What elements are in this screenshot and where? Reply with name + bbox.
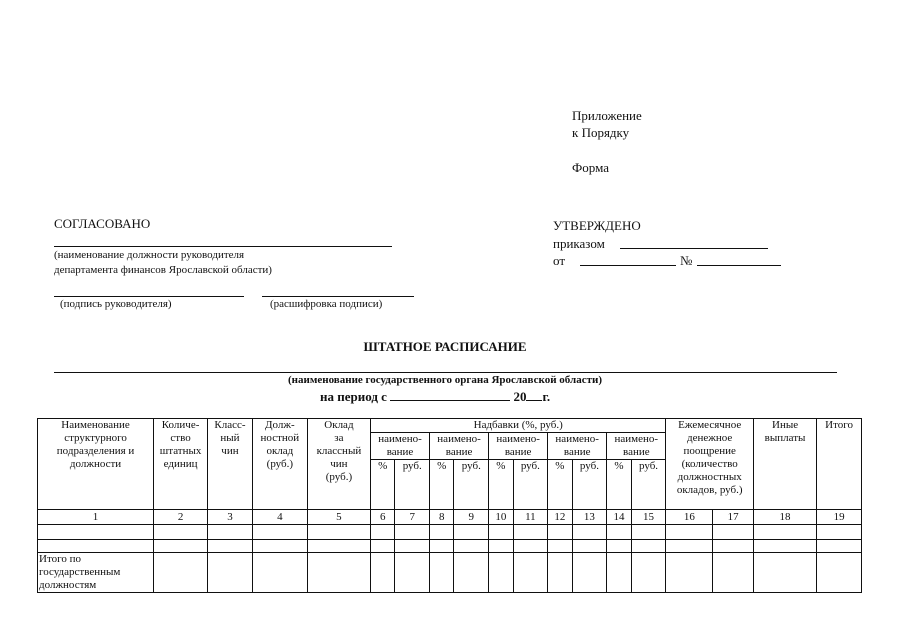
approved-title: УТВЕРЖДЕНО bbox=[553, 218, 641, 233]
appendix-line-1: Приложение bbox=[572, 108, 642, 123]
col-num: 19 bbox=[817, 510, 862, 525]
total-row bbox=[38, 553, 862, 593]
col-num: 11 bbox=[513, 510, 548, 525]
form-label: Форма bbox=[572, 160, 609, 175]
col-num: 12 bbox=[548, 510, 572, 525]
allowance-percent-1: % bbox=[370, 460, 394, 510]
table-row bbox=[38, 525, 862, 540]
allowance-rub-1: руб. bbox=[395, 460, 430, 510]
col-num: 13 bbox=[572, 510, 607, 525]
col-num: 3 bbox=[208, 510, 253, 525]
allowance-name-3: наимено- вание bbox=[489, 433, 548, 460]
header-class-salary: Оклад за классный чин (руб.) bbox=[307, 419, 370, 510]
header-monthly-bonus: Ежемесячное денежное поощрение (количество должностных окладов, руб.) bbox=[666, 419, 754, 510]
number-line bbox=[697, 265, 781, 266]
staff-table bbox=[37, 418, 862, 593]
allowance-name-2: наимено- вание bbox=[430, 433, 489, 460]
col-num: 15 bbox=[631, 510, 666, 525]
agreed-title: СОГЛАСОВАНО bbox=[54, 216, 151, 231]
table-row bbox=[38, 540, 862, 553]
col-num: 14 bbox=[607, 510, 631, 525]
position-caption-2: департамента финансов Ярославской области) bbox=[54, 264, 272, 276]
appendix-line-2: к Порядку bbox=[572, 125, 630, 140]
allowance-rub-4: руб. bbox=[572, 460, 607, 510]
col-num: 1 bbox=[38, 510, 154, 525]
col-num: 6 bbox=[370, 510, 394, 525]
document-title: ШТАТНОЕ РАСПИСАНИЕ bbox=[363, 339, 527, 354]
allowance-percent-2: % bbox=[430, 460, 454, 510]
period-date-blank bbox=[390, 388, 510, 401]
column-numbers-row bbox=[38, 510, 862, 525]
col-num: 2 bbox=[154, 510, 208, 525]
from-label: от bbox=[553, 253, 566, 268]
allowance-name-4: наимено- вание bbox=[548, 433, 607, 460]
total-row-label: Итого по государственным должностям bbox=[38, 553, 154, 593]
header-other-payments: Иные выплаты bbox=[753, 419, 816, 510]
header-allowances: Надбавки (%, руб.) bbox=[370, 419, 665, 433]
col-num: 9 bbox=[454, 510, 489, 525]
allowance-rub-5: руб. bbox=[631, 460, 666, 510]
allowance-name-5: наимено- вание bbox=[607, 433, 666, 460]
org-caption: (наименование государственного органа Ярославской области) bbox=[288, 374, 602, 386]
allowance-name-1: наимено- вание bbox=[370, 433, 429, 460]
period-prefix: на период с bbox=[320, 389, 387, 404]
date-line bbox=[580, 265, 676, 266]
allowance-percent-5: % bbox=[607, 460, 631, 510]
period-line bbox=[320, 388, 550, 405]
position-caption-1: (наименование должности руководителя bbox=[54, 249, 245, 261]
order-label: приказом bbox=[553, 236, 605, 251]
header-class-rank: Класс- ный чин bbox=[208, 419, 253, 510]
col-num: 10 bbox=[489, 510, 513, 525]
decoding-caption: (расшифровка подписи) bbox=[270, 298, 383, 310]
col-num: 5 bbox=[307, 510, 370, 525]
number-label: № bbox=[680, 253, 693, 268]
position-line bbox=[54, 246, 392, 247]
allowance-percent-3: % bbox=[489, 460, 513, 510]
period-year: 20 bbox=[513, 389, 527, 404]
org-name-line bbox=[54, 372, 837, 373]
order-line bbox=[620, 248, 768, 249]
col-num: 16 bbox=[666, 510, 713, 525]
signature-line bbox=[54, 296, 244, 297]
allowance-rub-3: руб. bbox=[513, 460, 548, 510]
col-num: 4 bbox=[252, 510, 307, 525]
period-suffix: г. bbox=[542, 389, 551, 404]
signature-caption: (подпись руководителя) bbox=[60, 298, 172, 310]
header-salary: Долж- ностной оклад (руб.) bbox=[252, 419, 307, 510]
header-total: Итого bbox=[817, 419, 862, 510]
allowance-percent-4: % bbox=[548, 460, 572, 510]
period-year-blank bbox=[526, 388, 542, 401]
col-num: 18 bbox=[753, 510, 816, 525]
col-num: 17 bbox=[713, 510, 754, 525]
header-count: Количе- ство штатных единиц bbox=[154, 419, 208, 510]
header-name: Наименование структурного подразделения и должности bbox=[38, 419, 154, 510]
decoding-line bbox=[262, 296, 414, 297]
col-num: 8 bbox=[430, 510, 454, 525]
allowance-rub-2: руб. bbox=[454, 460, 489, 510]
col-num: 7 bbox=[395, 510, 430, 525]
